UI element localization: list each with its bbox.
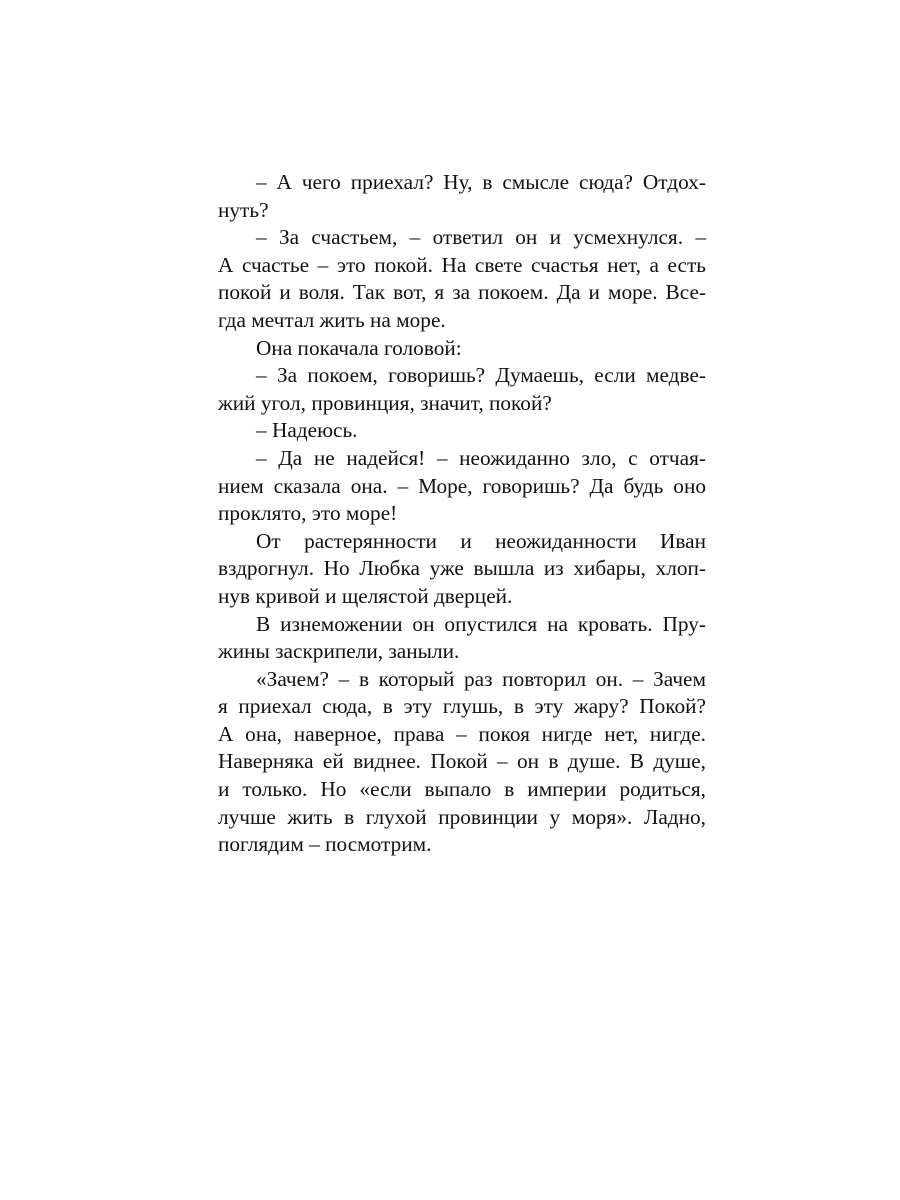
text-line: жий угол, провинция, значит, покой? — [218, 390, 552, 415]
text-line: А счастье – это покой. На свете счастья нет, а есть — [218, 252, 706, 277]
text-line: Наверняка ей виднее. Покой – он в душе. В душе, — [218, 749, 706, 774]
text-line: нием сказала она. – Море, говоришь? Да будь оно — [218, 473, 706, 498]
text-line: – За счастьем, – ответил он и усмехнулся. – — [256, 225, 706, 250]
text-line: проклято, это море! — [218, 501, 398, 526]
text-line: – Да не надейся! – неожиданно зло, с отчая- — [256, 445, 706, 470]
text-line: – А чего приехал? Ну, в смысле сюда? Отдох- — [256, 170, 706, 194]
text-line: покой и воля. Так вот, я за покоем. Да и море. Все- — [218, 280, 706, 305]
text-line: – За покоем, говоришь? Думаешь, если медве- — [256, 363, 706, 388]
text-line: и только. Но «если выпало в империи родиться, — [218, 777, 706, 802]
text-line: От растерянности и неожиданности Иван — [256, 528, 706, 553]
text-line: гда мечтал жить на море. — [218, 307, 446, 332]
text-line: А она, наверное, права – покоя нигде нет, нигде. — [218, 721, 706, 746]
text-line: Она покачала головой: — [256, 335, 462, 360]
text-line: я приехал сюда, в эту глушь, в эту жару? Покой? — [218, 694, 706, 719]
text-line: поглядим – посмотрим. — [218, 832, 432, 857]
text-line: нуть? — [218, 197, 269, 222]
body-text — [218, 169, 706, 859]
text-line: жины заскрипели, заныли. — [218, 639, 460, 664]
text-line: нув кривой и щелястой дверцей. — [218, 583, 513, 608]
text-line: лучше жить в глухой провинции у моря». Ладно, — [218, 804, 706, 829]
text-line: – Надеюсь. — [256, 418, 358, 443]
text-line: В изнеможении он опустился на кровать. Пру- — [256, 611, 706, 636]
text-line: «Зачем? – в который раз повторил он. – Зачем — [256, 666, 706, 691]
text-line: вздрогнул. Но Любка уже вышла из хибары, хлоп- — [218, 556, 706, 581]
